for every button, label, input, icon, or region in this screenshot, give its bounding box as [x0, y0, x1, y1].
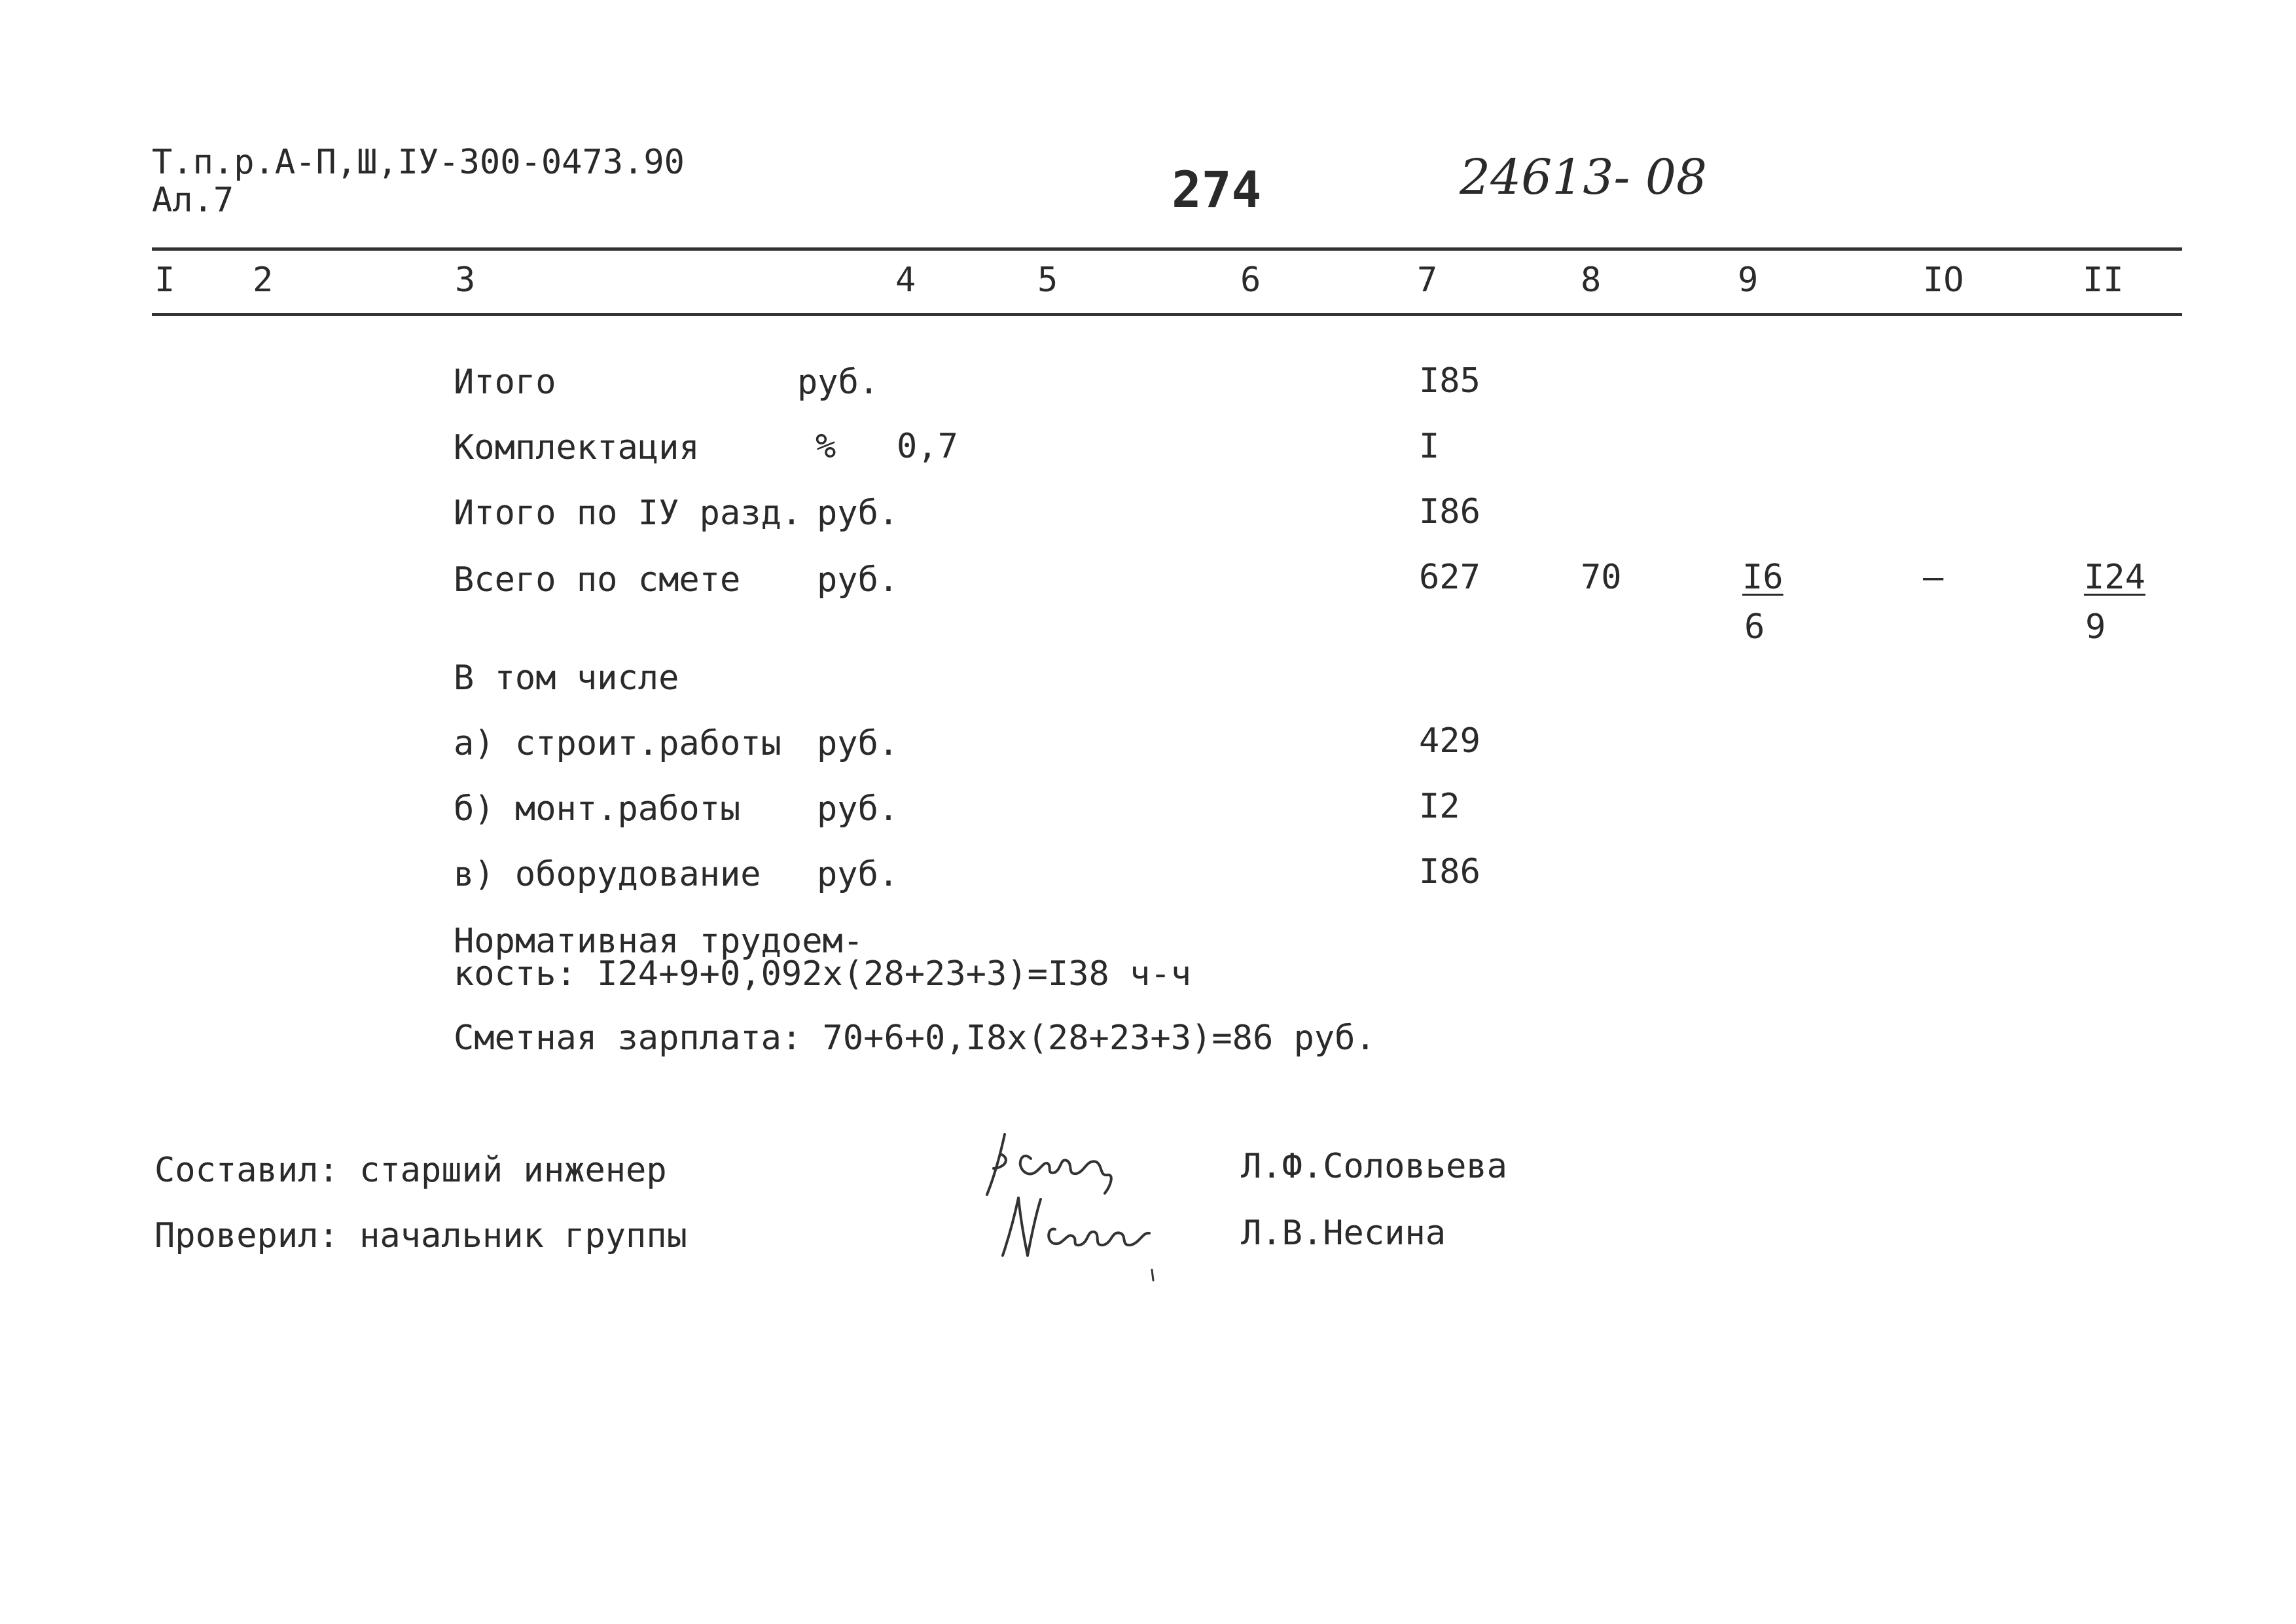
row-stroit-unit: руб. [817, 724, 899, 763]
col-header-5: 5 [1037, 261, 1058, 300]
row-itogo-unit: руб. [797, 363, 880, 402]
row-komplektatsiya-cost: I [1419, 427, 1440, 466]
table-top-rule [152, 247, 2182, 251]
col-header-10: IO [1923, 261, 1964, 300]
row-itogo-cost: I85 [1419, 361, 1480, 401]
col-header-11: II [2083, 261, 2124, 300]
row-itogo-name: Итого [454, 363, 556, 402]
inventory-number: 24613- 08 [1460, 149, 1708, 206]
col-header-6: 6 [1240, 261, 1261, 300]
row-itogo-iv-name: Итого по IУ разд. [454, 494, 802, 533]
row-vsego-salary: 70 [1581, 558, 1622, 597]
compiled-by-name: Л.Ф.Соловьева [1241, 1147, 1507, 1186]
row-stroit-name: а) строит.работы [454, 724, 781, 763]
row-v-tom-chisle: В том числе [454, 659, 679, 698]
col-header-7: 7 [1417, 261, 1438, 300]
row-itogo-iv-unit: руб. [817, 494, 899, 533]
row-oborud-name: в) оборудование [454, 855, 761, 894]
estimated-salary: Сметная зарплата: 70+6+0,I8х(28+23+3)=86 руб. [454, 1019, 1376, 1058]
page-number: 274 [1172, 160, 1262, 219]
album-number: Ал.7 [152, 181, 234, 220]
row-itogo-iv-cost: I86 [1419, 492, 1480, 532]
row-vsego-col9-bottom: 6 [1744, 607, 1765, 647]
col-header-9: 9 [1738, 261, 1759, 300]
signature-checker [995, 1190, 1165, 1282]
row-mont-unit: руб. [817, 789, 899, 829]
row-mont-name: б) монт.работы [454, 789, 741, 829]
row-vsego-col10: – [1923, 558, 1944, 597]
row-mont-cost: I2 [1419, 787, 1460, 826]
row-vsego-unit: руб. [817, 560, 899, 600]
row-vsego-cost: 627 [1419, 558, 1480, 597]
col-header-2: 2 [253, 261, 274, 300]
row-komplektatsiya-name: Комплектация [454, 428, 700, 467]
document-code: Т.п.р.А-П,Ш,IУ-300-0473.90 [152, 143, 685, 182]
compiled-by-label: Составил: старший инженер [154, 1151, 667, 1190]
row-stroit-cost: 429 [1419, 721, 1480, 761]
row-vsego-name: Всего по смете [454, 560, 741, 600]
row-komplektatsiya-unit: % [816, 427, 836, 466]
row-komplektatsiya-percent: 0,7 [897, 427, 958, 466]
checked-by-label: Проверил: начальник группы [154, 1216, 687, 1255]
normative-labor-line1: Нормативная трудоем- [454, 922, 864, 961]
normative-labor-line2: кость: I24+9+0,092х(28+23+3)=I38 ч-ч [454, 954, 1192, 994]
col-header-1: I [154, 261, 175, 300]
row-oborud-unit: руб. [817, 855, 899, 894]
row-vsego-col9-top: I6 [1742, 558, 1784, 597]
row-vsego-col11-bottom: 9 [2085, 607, 2106, 647]
col-header-8: 8 [1581, 261, 1602, 300]
checked-by-name: Л.В.Несина [1241, 1214, 1446, 1253]
col-header-4: 4 [895, 261, 916, 300]
row-vsego-col11-top: I24 [2084, 558, 2145, 597]
row-oborud-cost: I86 [1419, 852, 1480, 892]
col-header-3: 3 [455, 261, 476, 300]
table-header-rule [152, 313, 2182, 316]
